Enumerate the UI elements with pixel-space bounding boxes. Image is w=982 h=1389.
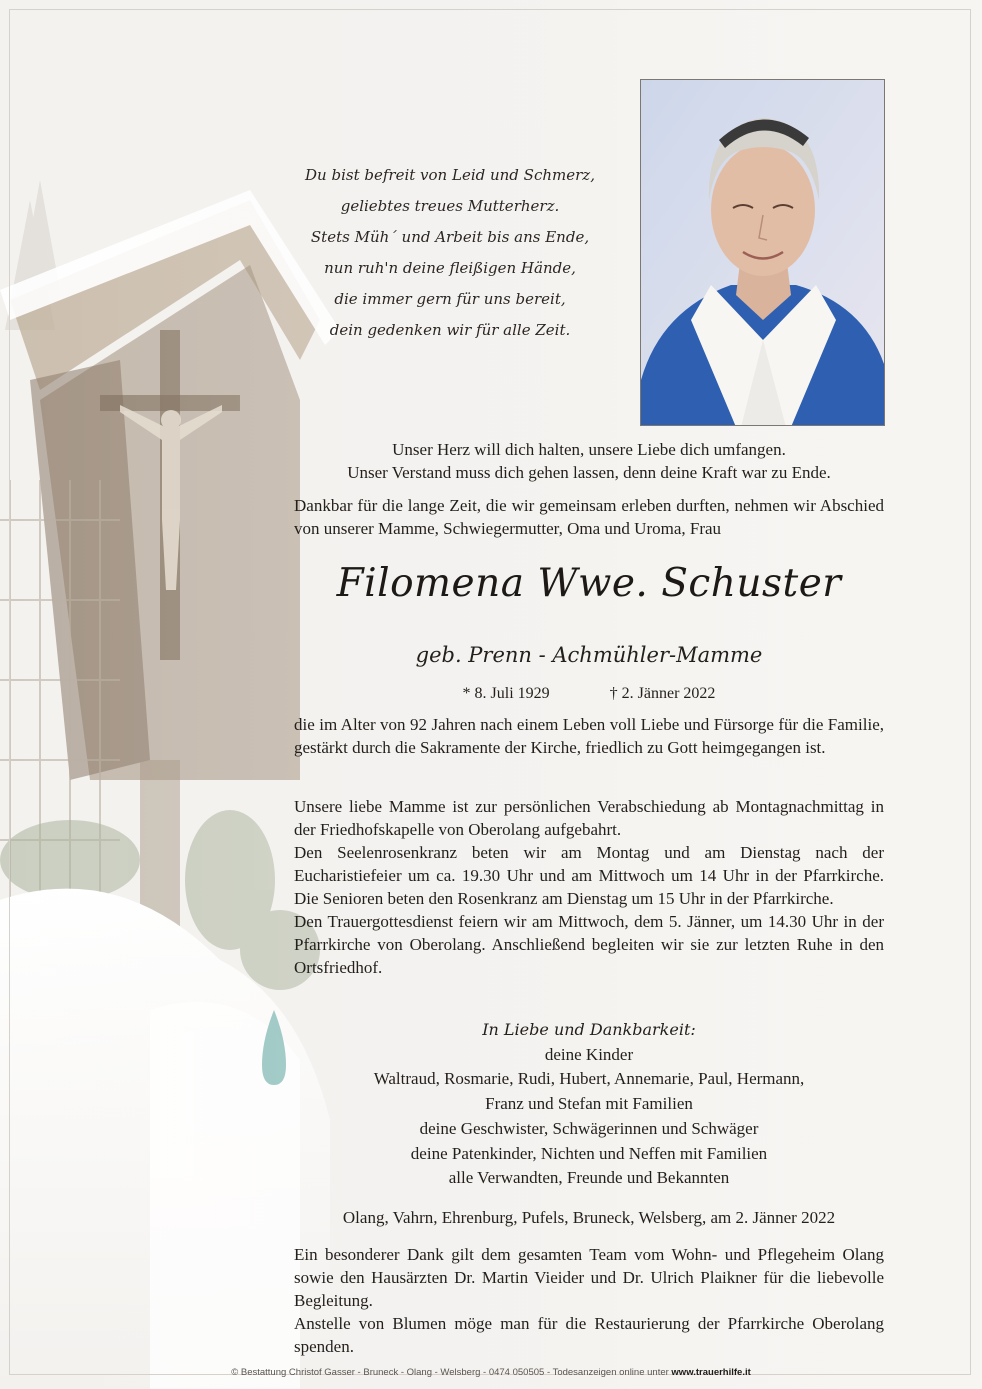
poem-line: die immer gern für uns bereit, [334,290,566,308]
deceased-name: Filomena Wwe. Schuster [336,561,842,606]
maiden-name: geb. Prenn - Achmühler-Mamme [415,643,763,667]
mourners-line: deine Kinder [544,1044,634,1064]
mourners-line: alle Verwandten, Freunde und Bekannten [448,1168,730,1188]
paragraph: Unsere liebe Mamme ist zur persönlichen Verabschiedung ab Montagnachmittag in der Friedhofskapelle von Oberolang aufgebahrt. [294,797,884,839]
paragraph: Den Seelenrosenkranz beten wir am Montag und am Dienstag nach der Eucharistiefeier um ca. 19.30 Uhr und am Mittwoch um 14 Uhr in der Pfarrkirche. Die Senioren beten den Rosenkranz am Dienstag um 15 Uhr in der Pfarrkirche. [294,843,884,908]
intro-line: Unser Verstand muss dich gehen lassen, denn deine Kraft war zu Ende. [347,463,831,482]
mourners-line: Franz und Stefan mit Familien [485,1094,693,1114]
birth-date: * 8. Juli 1929 [462,685,550,702]
mourners-list [294,1018,884,1191]
mourners-line: deine Geschwister, Schwägerinnen und Schwäger [419,1118,759,1138]
footer-link[interactable]: www.trauerhilfe.it [671,1367,751,1378]
acknowledgement-text [294,1243,884,1358]
death-date: † 2. Jänner 2022 [609,685,716,702]
paragraph: Anstelle von Blumen möge man für die Restaurierung der Pfarrkirche Oberolang spenden. [294,1314,884,1356]
poem-line: Du bist befreit von Leid und Schmerz, [305,166,595,184]
poem-line: Stets Müh´ und Arbeit bis ans Ende, [310,228,590,246]
portrait-photo [640,79,885,426]
paragraph: die im Alter von 92 Jahren nach einem Leben voll Liebe und Fürsorge für die Familie, gestärkt durch die Sakramente der Kirche, friedlich zu Gott heimgegangen ist. [294,715,884,757]
mourners-line: Waltraud, Rosmarie, Rudi, Hubert, Annemarie, Paul, Hermann, [373,1069,805,1089]
poem-line: nun ruh'n deine fleißigen Hände, [324,259,576,277]
passing-text [294,713,884,759]
footer-text: © Bestattung Christof Gasser - Bruneck - Olang - Welsberg - 0474 050505 - Todesanzeigen online unter [231,1367,669,1378]
footer [0,1367,982,1378]
funeral-details [294,795,884,979]
poem [290,160,610,346]
mourners-line: deine Patenkinder, Nichten und Neffen mit Familien [410,1143,768,1163]
paragraph: Ein besonderer Dank gilt dem gesamten Team vom Wohn- und Pflegeheim Olang sowie den Hausärzten Dr. Martin Vieider und Dr. Ulrich Plaikner für die liebevolle Begleitung. [294,1245,884,1310]
intro-text [294,438,884,484]
place-and-date: Olang, Vahrn, Ehrenburg, Pufels, Bruneck, Welsberg, am 2. Jänner 2022 [342,1208,836,1227]
farewell-text: Dankbar für die lange Zeit, die wir gemeinsam erleben durften, nehmen wir Abschied von unserer Mamme, Schwiegermutter, Oma und Uroma, Frau [294,496,884,538]
closing-title: In Liebe und Dankbarkeit: [482,1020,696,1039]
portrait-illustration [641,80,885,426]
life-dates [294,682,884,705]
poem-line: dein gedenken wir für alle Zeit. [329,321,571,339]
intro-line: Unser Herz will dich halten, unsere Liebe dich umfangen. [392,440,786,459]
poem-line: geliebtes treues Mutterherz. [340,197,560,215]
paragraph: Den Trauergottesdienst feiern wir am Mittwoch, dem 5. Jänner, um 14.30 Uhr in der Pfarrkirche von Oberolang. Anschließend begleiten wir sie zur letzten Ruhe in den Ortsfriedhof. [294,912,884,977]
